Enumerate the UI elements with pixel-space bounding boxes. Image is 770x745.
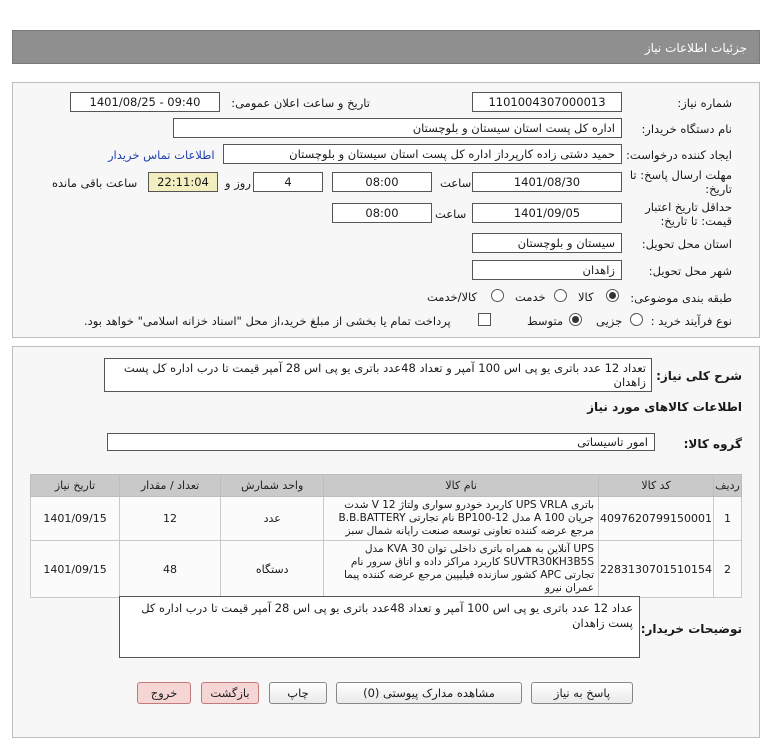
col-name: نام کالا bbox=[324, 475, 599, 497]
row-qty: 12 bbox=[120, 497, 221, 541]
purchase-type-option-medium: متوسط bbox=[527, 314, 564, 328]
goods-section-title: اطلاعات کالاهای مورد نیاز bbox=[587, 400, 742, 414]
goods-table bbox=[30, 474, 742, 598]
summary-field bbox=[104, 358, 652, 392]
table-row bbox=[31, 541, 742, 598]
back-button[interactable]: بازگشت bbox=[201, 682, 259, 704]
treasury-payment-checkbox[interactable] bbox=[478, 313, 491, 326]
reply-deadline-label-2: تاریخ: bbox=[705, 182, 732, 196]
delivery-province-field: سیستان و بلوچستان bbox=[472, 233, 622, 253]
buyer-notes-text: عداد 12 عدد باتری یو پی اس 100 آمپر و تعداد 48عدد باتری یو پی اس 28 آمپر قیمت تا درب اداره کل پست زاهدان bbox=[141, 601, 633, 630]
reply-deadline-date: 1401/08/30 bbox=[472, 172, 622, 192]
row-name: باتری UPS VRLA کاربرد خودرو سواری ولتاژ 12 V شدت جریان 100 A مدل BP100-12 نام تجارتی B.B.BATTERY مرجع عرضه کننده تعاونی توسعه صنعت رایانه شمال سبز bbox=[324, 497, 599, 541]
goods-group-label: گروه کالا: bbox=[683, 437, 742, 451]
delivery-city-field: زاهدان bbox=[472, 260, 622, 280]
category-radio-service[interactable] bbox=[554, 289, 567, 302]
remaining-time: 22:11:04 bbox=[148, 172, 218, 192]
col-index: ردیف bbox=[714, 475, 742, 497]
row-date: 1401/09/15 bbox=[31, 497, 120, 541]
price-validity-label-1: حداقل تاریخ اعتبار bbox=[645, 200, 732, 214]
row-index: 2 bbox=[714, 541, 742, 598]
price-validity-time-label: ساعت bbox=[435, 207, 467, 221]
buyer-notes-label: توضیحات خریدار: bbox=[640, 622, 742, 636]
category-radio-both[interactable] bbox=[491, 289, 504, 302]
page-title: جزئیات اطلاعات نیاز bbox=[644, 41, 747, 55]
price-validity-time: 08:00 bbox=[332, 203, 432, 223]
row-date: 1401/09/15 bbox=[31, 541, 120, 598]
summary-label: شرح کلی نیاز: bbox=[656, 369, 742, 383]
category-option-both: کالا/خدمت bbox=[427, 290, 478, 304]
print-button[interactable]: چاپ bbox=[269, 682, 327, 704]
delivery-city-label: شهر محل تحویل: bbox=[648, 264, 732, 278]
reply-button[interactable]: پاسخ به نیاز bbox=[531, 682, 633, 704]
purchase-type-radio-minor[interactable] bbox=[630, 313, 643, 326]
exit-button[interactable]: خروج bbox=[137, 682, 191, 704]
buyer-contact-link[interactable]: اطلاعات تماس خریدار bbox=[108, 148, 215, 162]
row-index: 1 bbox=[714, 497, 742, 541]
announce-datetime-label: تاریخ و ساعت اعلان عمومی: bbox=[231, 96, 370, 110]
reply-deadline-time-label: ساعت bbox=[440, 176, 472, 190]
summary-text: تعداد 12 عدد باتری یو پی اس 100 آمپر و تعداد 48عدد باتری یو پی اس 28 آمپر قیمت تا درب اداره کل پست زاهدان bbox=[123, 361, 646, 389]
treasury-payment-note: پرداخت تمام یا بخشی از مبلغ خرید،از محل "اسناد خزانه اسلامی" خواهد بود. bbox=[84, 314, 451, 328]
purchase-type-radio-medium[interactable] bbox=[569, 313, 582, 326]
price-validity-date: 1401/09/05 bbox=[472, 203, 622, 223]
goods-table-header bbox=[31, 475, 742, 497]
category-option-goods: کالا bbox=[578, 290, 594, 304]
row-code: 4097620799150001 bbox=[599, 497, 714, 541]
purchase-type-option-minor: جزیی bbox=[596, 314, 623, 328]
attachments-button[interactable]: مشاهده مدارک پیوستی (0) bbox=[336, 682, 522, 704]
requester-field: حمید دشتی زاده کارپرداز اداره کل پست استان سیستان و بلوچستان bbox=[223, 144, 622, 164]
reply-deadline-time: 08:00 bbox=[332, 172, 432, 192]
days-label: روز و bbox=[225, 176, 251, 190]
table-row bbox=[31, 497, 742, 541]
announce-datetime-field: 1401/08/25 - 09:40 bbox=[70, 92, 220, 112]
price-validity-label-2: قیمت: تا تاریخ: bbox=[660, 214, 732, 228]
remaining-label: ساعت باقی مانده bbox=[52, 176, 138, 190]
col-date: تاریخ نیاز bbox=[31, 475, 120, 497]
need-number-label: شماره نیاز: bbox=[677, 96, 732, 110]
purchase-type-label: نوع فرآیند خرید : bbox=[650, 314, 732, 328]
category-label: طبقه بندی موضوعی: bbox=[630, 291, 732, 305]
delivery-province-label: استان محل تحویل: bbox=[641, 237, 732, 251]
row-name: UPS آنلاین به همراه باتری داخلی توان 30 KVA مدل SUVTR30KH3B5S کاربرد مراکز داده و اتاق سرور نام تجارتی APC کشور سازنده فیلیپین مرجع عرضه کننده پیما عمران نیرو bbox=[324, 541, 599, 598]
col-qty: تعداد / مقدار bbox=[120, 475, 221, 497]
page-header bbox=[12, 30, 760, 64]
reply-deadline-label-1: مهلت ارسال پاسخ: تا bbox=[629, 168, 732, 182]
buyer-org-field: اداره کل پست استان سیستان و بلوچستان bbox=[173, 118, 622, 138]
row-code: 2283130701510154 bbox=[599, 541, 714, 598]
row-qty: 48 bbox=[120, 541, 221, 598]
need-number-field: 1101004307000013 bbox=[472, 92, 622, 112]
category-option-service: خدمت bbox=[515, 290, 546, 304]
requester-label: ایجاد کننده درخواست: bbox=[626, 148, 732, 162]
reply-deadline-days: 4 bbox=[253, 172, 323, 192]
goods-group-field: امور تاسیساتی bbox=[107, 433, 655, 451]
col-unit: واحد شمارش bbox=[221, 475, 324, 497]
buyer-notes-field bbox=[119, 596, 640, 658]
category-radio-goods[interactable] bbox=[606, 289, 619, 302]
col-code: کد کالا bbox=[599, 475, 714, 497]
buyer-org-label: نام دستگاه خریدار: bbox=[641, 122, 732, 136]
row-unit: دستگاه bbox=[221, 541, 324, 598]
row-unit: عدد bbox=[221, 497, 324, 541]
